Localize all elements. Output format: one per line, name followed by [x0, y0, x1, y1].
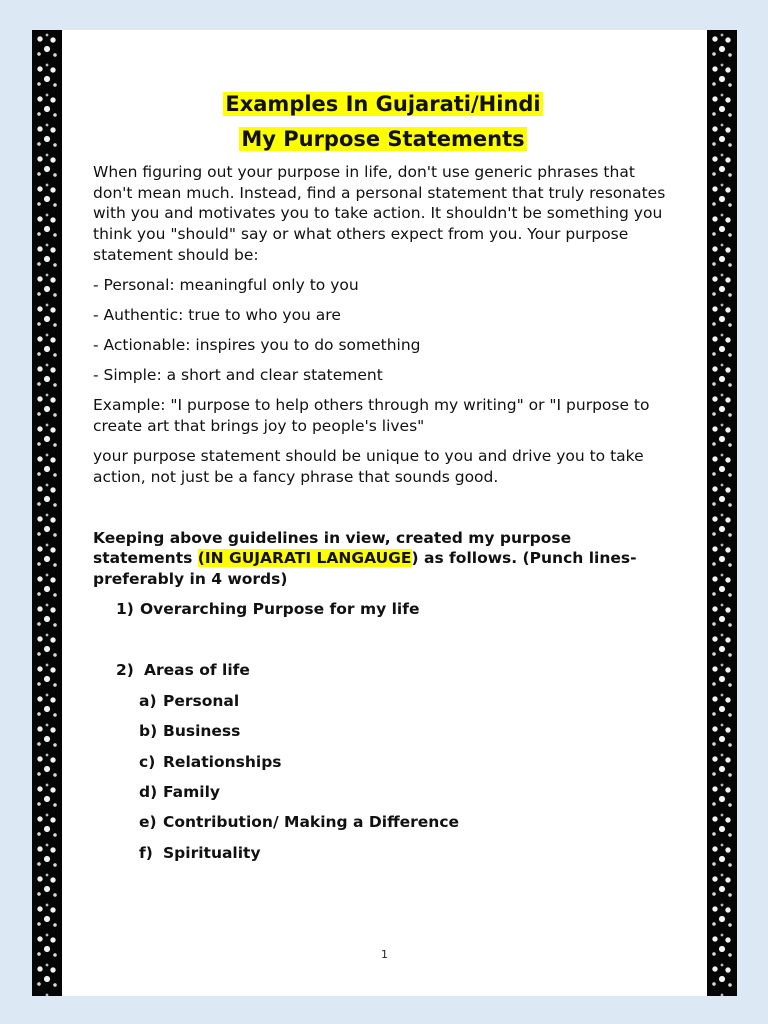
area-item-spirituality	[93, 843, 673, 864]
area-label: Relationships	[163, 752, 282, 771]
area-item-contribution	[93, 812, 673, 833]
document-page	[62, 30, 707, 996]
page-number: 1	[381, 948, 388, 961]
area-item-family	[93, 782, 673, 803]
intro-paragraph: When figuring out your purpose in life, don't use generic phrases that don't mean much. Instead, find a personal statement that truly resonates with you and motivates you to take action. It shouldn't be something you think you "should" say or what others expect from you. Your purpose statement should be:	[93, 163, 666, 264]
area-marker: f)	[139, 843, 153, 862]
area-marker: d)	[139, 782, 158, 801]
bullet-personal: - Personal: meaningful only to you	[93, 275, 359, 294]
title-highlight-2: My Purpose Statements	[241, 127, 525, 151]
bullet-authentic: - Authentic: true to who you are	[93, 305, 341, 324]
guidelines-text-end: ) as follows. (Punch lines- preferably in 4 words)	[93, 549, 637, 589]
decorative-border-left	[32, 30, 62, 996]
title-line-1	[93, 88, 673, 120]
section-label: Overarching Purpose for my life	[140, 599, 420, 618]
bullet-actionable: - Actionable: inspires you to do something	[93, 335, 421, 354]
area-item-business	[93, 721, 673, 742]
section-item-areas	[93, 660, 673, 681]
closing-paragraph: your purpose statement should be unique to you and drive you to take action, not just be a fancy phrase that sounds good.	[93, 447, 644, 486]
guidelines-text-start: Keeping above guidelines in view, created my purpose statements	[93, 528, 572, 568]
area-label: Spirituality	[163, 843, 261, 862]
example-paragraph: Example: "I purpose to help others through my writing" or "I purpose to create art that brings joy to people's lives"	[93, 395, 650, 435]
area-label: Business	[163, 721, 241, 740]
title-line-2	[93, 123, 673, 155]
section-item-purpose	[93, 599, 673, 620]
bullet-simple: - Simple: a short and clear statement	[93, 366, 383, 385]
area-marker: b)	[139, 721, 158, 740]
area-item-relationships	[93, 752, 673, 773]
area-item-personal	[93, 691, 673, 712]
guidelines-paragraph	[93, 528, 673, 590]
page-content	[93, 88, 673, 863]
area-label: Family	[163, 782, 221, 801]
area-label: Contribution/ Making a Difference	[163, 812, 460, 831]
area-marker: a)	[139, 691, 157, 710]
title-highlight-1: Examples In Gujarati/Hindi	[225, 92, 541, 116]
area-marker: c)	[139, 752, 156, 771]
decorative-border-right	[707, 30, 737, 996]
section-marker: 1)	[116, 599, 134, 618]
guidelines-highlight: (IN GUJARATI LANGAUGE	[197, 549, 412, 568]
area-marker: e)	[139, 812, 157, 831]
section-marker: 2)	[116, 661, 134, 680]
area-label: Personal	[163, 691, 240, 710]
section-label: Areas of life	[144, 661, 250, 680]
